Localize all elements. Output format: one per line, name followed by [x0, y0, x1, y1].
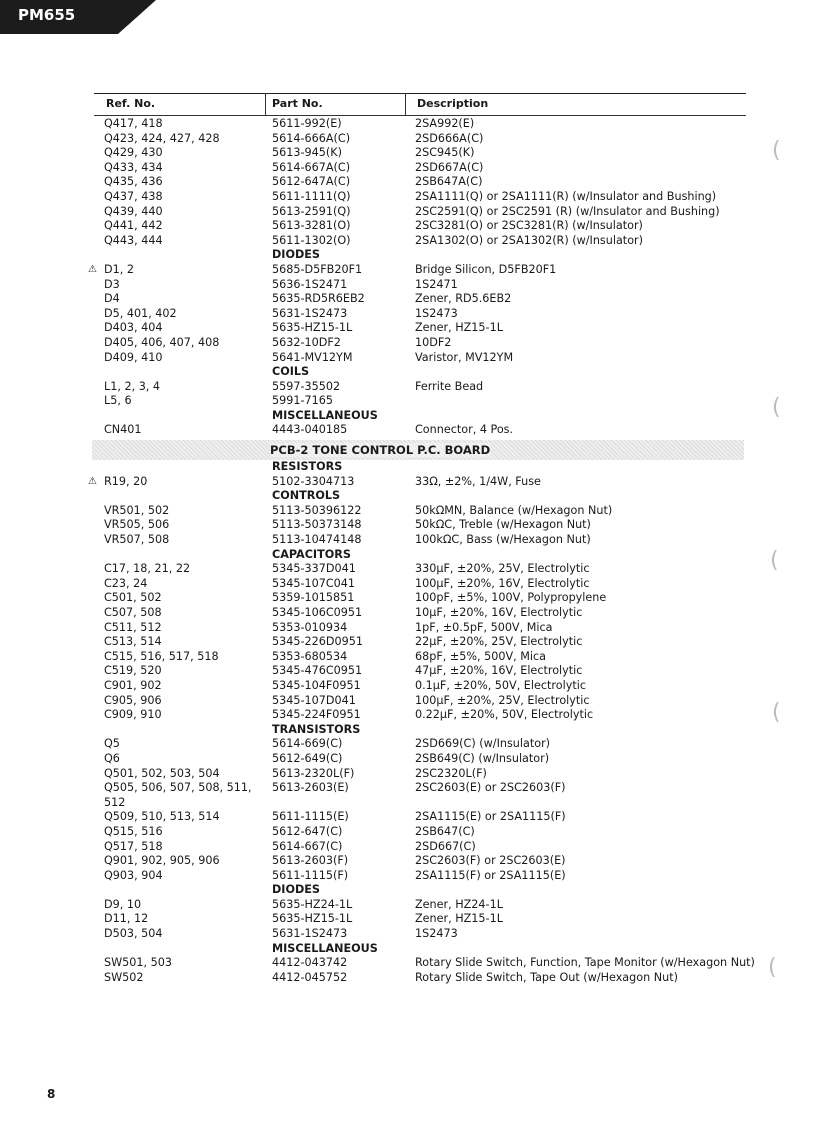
ref-cell: C511, 512 [104, 620, 162, 634]
header-desc: Description [417, 97, 489, 110]
table-row [0, 190, 814, 205]
part-cell: 5353-010934 [272, 620, 348, 634]
part-cell: 5345-107C041 [272, 576, 356, 590]
desc-cell: Zener, HZ24-1L [415, 897, 503, 911]
table-row [0, 635, 814, 650]
desc-cell: 33Ω, ±2%, 1/4W, Fuse [415, 474, 541, 488]
table-row [0, 307, 814, 322]
ref-cell: D503, 504 [104, 927, 163, 941]
part-cell: 5635-HZ15-1L [272, 912, 353, 926]
ref-cell: D3 [104, 277, 120, 291]
ref-cell: Q901, 902, 905, 906 [104, 854, 220, 868]
desc-cell: 1S2473 [415, 927, 458, 941]
table-row [0, 117, 814, 132]
table-row [0, 380, 814, 395]
ref-cell: C901, 902 [104, 678, 162, 692]
ref-cell: C501, 502 [104, 591, 162, 605]
part-cell: 5613-2603(F) [272, 854, 349, 868]
desc-cell: 10DF2 [415, 335, 452, 349]
desc-cell: 2SC3281(O) or 2SC3281(R) (w/Insulator) [415, 219, 643, 233]
ref-cell: C17, 18, 21, 22 [104, 562, 191, 576]
part-cell: 5359-1015851 [272, 591, 355, 605]
desc-cell: 2SC2320L(F) [415, 766, 487, 780]
part-cell: 5631-1S2473 [272, 306, 348, 320]
part-cell: 5345-107D041 [272, 693, 356, 707]
desc-cell: 2SB647A(C) [415, 175, 483, 189]
table-row [0, 321, 814, 336]
table-row [0, 854, 814, 869]
part-cell: 5612-649(C) [272, 751, 343, 765]
scan-mark: ( [772, 700, 781, 725]
part-cell: 5614-667A(C) [272, 160, 351, 174]
section-heading [0, 723, 814, 738]
desc-cell: 2SA992(E) [415, 117, 475, 130]
desc-cell: Zener, RD5.6EB2 [415, 292, 512, 306]
part-cell: 5685-D5FB20F1 [272, 262, 363, 276]
section-label: RESISTORS [272, 460, 343, 474]
section-label: CAPACITORS [272, 547, 351, 561]
desc-cell: 47μF, ±20%, 16V, Electrolytic [415, 664, 583, 678]
table-row [0, 781, 814, 796]
part-cell: 5345-226D0951 [272, 635, 363, 649]
ref-cell: L1, 2, 3, 4 [104, 379, 161, 393]
ref-cell: SW502 [104, 970, 144, 984]
ref-cell: D1, 2 [104, 262, 134, 276]
table-row [0, 927, 814, 942]
part-cell: 4412-043742 [272, 956, 348, 970]
part-cell: 4412-045752 [272, 970, 348, 984]
desc-cell: Connector, 4 Pos. [415, 423, 514, 437]
table-row [0, 912, 814, 927]
table-row [0, 898, 814, 913]
desc-cell: 1pF, ±0.5pF, 500V, Mica [415, 620, 553, 634]
scan-mark: ( [772, 138, 781, 163]
ref-cell: C507, 508 [104, 606, 162, 619]
table-row [0, 423, 814, 438]
ref-cell: Q435, 436 [104, 175, 163, 189]
part-cell: 5345-337D041 [272, 562, 356, 576]
desc-cell: Bridge Silicon, D5FB20F1 [415, 262, 557, 276]
desc-cell: 10μF, ±20%, 16V, Electrolytic [415, 606, 583, 619]
part-cell: 5991-7165 [272, 394, 333, 408]
desc-cell: 2SB649(C) (w/Insulator) [415, 751, 550, 765]
ref-cell: D403, 404 [104, 321, 163, 335]
desc-cell: 100μF, ±20%, 16V, Electrolytic [415, 576, 590, 590]
column-divider [265, 93, 266, 115]
desc-cell: 2SC2591(Q) or 2SC2591 (R) (w/Insulator and Bushing) [415, 204, 720, 218]
part-cell: 5613-945(K) [272, 146, 342, 160]
safety-warning-icon: ⚠ [88, 263, 97, 275]
ref-cell: Q441, 442 [104, 219, 163, 233]
part-cell: 5635-HZ24-1L [272, 897, 353, 911]
table-row [0, 767, 814, 782]
section-label: MISCELLANEOUS [272, 408, 378, 422]
header-rule [94, 115, 746, 116]
table-row [0, 971, 814, 986]
ref-cell: Q417, 418 [104, 117, 163, 130]
part-cell: 5614-667(C) [272, 839, 343, 853]
ref-cell: L5, 6 [104, 394, 132, 408]
part-cell: 5613-3281(O) [272, 219, 351, 233]
table-row [0, 606, 814, 621]
ref-cell: Q517, 518 [104, 839, 163, 853]
table-row [0, 664, 814, 679]
desc-cell: 2SA1115(E) or 2SA1115(F) [415, 810, 566, 824]
part-cell: 5612-647A(C) [272, 175, 351, 189]
part-cell: 5641-MV12YM [272, 350, 353, 364]
desc-cell: 50kΩMN, Balance (w/Hexagon Nut) [415, 503, 613, 517]
table-row [0, 351, 814, 366]
ref-cell: D4 [104, 292, 120, 306]
table-row [0, 292, 814, 307]
scan-mark: ( [772, 395, 781, 420]
table-row [0, 650, 814, 665]
desc-cell: 2SA1111(Q) or 2SA1111(R) (w/Insulator and Bushing) [415, 189, 717, 203]
part-cell: 5613-2320L(F) [272, 766, 355, 780]
table-row [0, 234, 814, 249]
table-row [0, 737, 814, 752]
table-row [0, 219, 814, 234]
section-label: DIODES [272, 883, 320, 897]
desc-cell: 330μF, ±20%, 25V, Electrolytic [415, 562, 590, 576]
part-cell: 5635-HZ15-1L [272, 321, 353, 335]
ref-cell: C519, 520 [104, 664, 162, 678]
ref-cell: D11, 12 [104, 912, 149, 926]
column-divider [405, 93, 406, 115]
section-label: CONTROLS [272, 489, 341, 503]
table-row [0, 796, 814, 811]
ref-cell: C905, 906 [104, 693, 162, 707]
desc-cell: 1S2471 [415, 277, 458, 291]
part-cell: 5353-680534 [272, 649, 348, 663]
ref-cell: Q505, 506, 507, 508, 511, [104, 781, 252, 795]
ref-cell: D5, 401, 402 [104, 306, 177, 320]
part-cell: 5635-RD5R6EB2 [272, 292, 365, 306]
ref-cell: Q6 [104, 751, 120, 765]
desc-cell: 0.22μF, ±20%, 50V, Electrolytic [415, 708, 594, 722]
ref-cell: D409, 410 [104, 350, 163, 364]
parts-list [0, 117, 814, 985]
ref-cell: CN401 [104, 423, 142, 437]
desc-cell: Rotary Slide Switch, Function, Tape Monitor (w/Hexagon Nut) [415, 956, 755, 970]
table-row [0, 518, 814, 533]
table-row [0, 708, 814, 723]
table-row [0, 694, 814, 709]
part-cell: 5345-224F0951 [272, 708, 361, 722]
table-row [0, 161, 814, 176]
part-cell: 5345-476C0951 [272, 664, 363, 678]
part-cell: 5631-1S2473 [272, 927, 348, 941]
desc-cell: 2SA1302(O) or 2SA1302(R) (w/Insulator) [415, 233, 644, 247]
ref-cell: C23, 24 [104, 576, 148, 590]
table-row [0, 621, 814, 636]
desc-cell: 50kΩC, Treble (w/Hexagon Nut) [415, 518, 591, 532]
part-cell: 5113-10474148 [272, 533, 362, 547]
part-cell: 5113-50373148 [272, 518, 362, 532]
section-heading [0, 365, 814, 380]
ref-cell: SW501, 503 [104, 956, 172, 970]
desc-cell: 22μF, ±20%, 25V, Electrolytic [415, 635, 583, 649]
model-tab [0, 0, 118, 34]
section-heading [0, 883, 814, 898]
section-label: TRANSISTORS [272, 722, 361, 736]
table-row [0, 562, 814, 577]
ref-cell: Q423, 424, 427, 428 [104, 131, 220, 145]
desc-cell: Ferrite Bead [415, 379, 484, 393]
table-row [0, 394, 814, 409]
desc-cell: Zener, HZ15-1L [415, 321, 503, 335]
desc-cell: 100pF, ±5%, 100V, Polypropylene [415, 591, 607, 605]
part-cell: 5102-3304713 [272, 474, 355, 488]
ref-cell: Q429, 430 [104, 146, 163, 160]
ref-cell: D9, 10 [104, 897, 142, 911]
desc-cell: 100kΩC, Bass (w/Hexagon Nut) [415, 533, 591, 547]
desc-cell: Varistor, MV12YM [415, 350, 514, 364]
page-number: 8 [47, 1087, 56, 1101]
table-row [0, 533, 814, 548]
ref-cell: C513, 514 [104, 635, 162, 649]
board-title: PCB-2 TONE CONTROL P.C. BOARD [270, 443, 491, 458]
ref-cell: Q903, 904 [104, 868, 163, 882]
model-label: PM655 [18, 6, 76, 24]
table-row [0, 956, 814, 971]
desc-cell: 2SC2603(F) or 2SC2603(E) [415, 854, 566, 868]
scan-mark: ( [768, 955, 777, 980]
ref-cell: 512 [104, 795, 126, 809]
table-row [0, 591, 814, 606]
ref-cell: VR505, 506 [104, 518, 170, 532]
part-cell: 5113-50396122 [272, 503, 362, 517]
part-cell: 5614-666A(C) [272, 131, 351, 145]
part-cell: 5611-1115(F) [272, 868, 349, 882]
part-cell: 5611-1115(E) [272, 810, 349, 824]
table-row [0, 263, 814, 278]
desc-cell: 0.1μF, ±20%, 50V, Electrolytic [415, 678, 586, 692]
section-heading [0, 942, 814, 957]
part-cell: 5613-2591(Q) [272, 204, 351, 218]
safety-warning-icon: ⚠ [88, 475, 97, 487]
desc-cell: Zener, HZ15-1L [415, 912, 503, 926]
part-cell: 5613-2603(E) [272, 781, 349, 795]
ref-cell: Q515, 516 [104, 824, 163, 838]
ref-cell: VR501, 502 [104, 503, 170, 517]
desc-cell: 100μF, ±20%, 25V, Electrolytic [415, 693, 590, 707]
part-cell: 5632-10DF2 [272, 335, 341, 349]
table-row [0, 869, 814, 884]
section-label: DIODES [272, 248, 320, 262]
section-heading [0, 460, 814, 475]
part-cell: 5612-647(C) [272, 824, 343, 838]
table-row [0, 146, 814, 161]
section-heading [0, 548, 814, 563]
ref-cell: Q437, 438 [104, 189, 163, 203]
part-cell: 5345-106C0951 [272, 606, 363, 619]
ref-cell: C909, 910 [104, 708, 162, 722]
section-label: MISCELLANEOUS [272, 941, 378, 955]
table-row [0, 278, 814, 293]
section-label: COILS [272, 365, 310, 379]
desc-cell: Rotary Slide Switch, Tape Out (w/Hexagon Nut) [415, 970, 678, 984]
ref-cell: Q443, 444 [104, 233, 163, 247]
ref-cell: R19, 20 [104, 474, 148, 488]
desc-cell: 2SC945(K) [415, 146, 475, 160]
desc-cell: 2SB647(C) [415, 824, 475, 838]
ref-cell: C515, 516, 517, 518 [104, 649, 219, 663]
ref-cell: Q433, 434 [104, 160, 163, 174]
table-row [0, 336, 814, 351]
header-part: Part No. [272, 97, 323, 110]
section-heading [0, 409, 814, 424]
table-row [0, 810, 814, 825]
desc-cell: 1S2473 [415, 306, 458, 320]
desc-cell: 2SD666A(C) [415, 131, 484, 145]
table-row [0, 175, 814, 190]
desc-cell: 2SD667A(C) [415, 160, 484, 174]
part-cell: 5636-1S2471 [272, 277, 348, 291]
part-cell: 5611-992(E) [272, 117, 342, 130]
section-heading [0, 489, 814, 504]
ref-cell: Q509, 510, 513, 514 [104, 810, 220, 824]
table-row [0, 132, 814, 147]
desc-cell: 68pF, ±5%, 500V, Mica [415, 649, 547, 663]
ref-cell: D405, 406, 407, 408 [104, 335, 220, 349]
table-row [0, 752, 814, 767]
ref-cell: Q501, 502, 503, 504 [104, 766, 220, 780]
ref-cell: VR507, 508 [104, 533, 170, 547]
desc-cell: 2SD667(C) [415, 839, 476, 853]
table-row [0, 475, 814, 490]
table-row [0, 840, 814, 855]
table-row [0, 504, 814, 519]
section-heading [0, 248, 814, 263]
scan-mark: ( [770, 548, 779, 573]
table-row [0, 679, 814, 694]
table-row [0, 825, 814, 840]
header-ref: Ref. No. [106, 97, 156, 110]
part-cell: 4443-040185 [272, 423, 348, 437]
part-cell: 5611-1111(Q) [272, 189, 351, 203]
table-row [0, 205, 814, 220]
desc-cell: 2SA1115(F) or 2SA1115(E) [415, 868, 566, 882]
desc-cell: 2SC2603(E) or 2SC2603(F) [415, 781, 566, 795]
ref-cell: Q439, 440 [104, 204, 163, 218]
part-cell: 5345-104F0951 [272, 678, 361, 692]
ref-cell: Q5 [104, 737, 120, 751]
board-section-band [92, 440, 744, 460]
table-row [0, 577, 814, 592]
part-cell: 5597-35502 [272, 379, 341, 393]
part-cell: 5611-1302(O) [272, 233, 351, 247]
part-cell: 5614-669(C) [272, 737, 343, 751]
desc-cell: 2SD669(C) (w/Insulator) [415, 737, 551, 751]
